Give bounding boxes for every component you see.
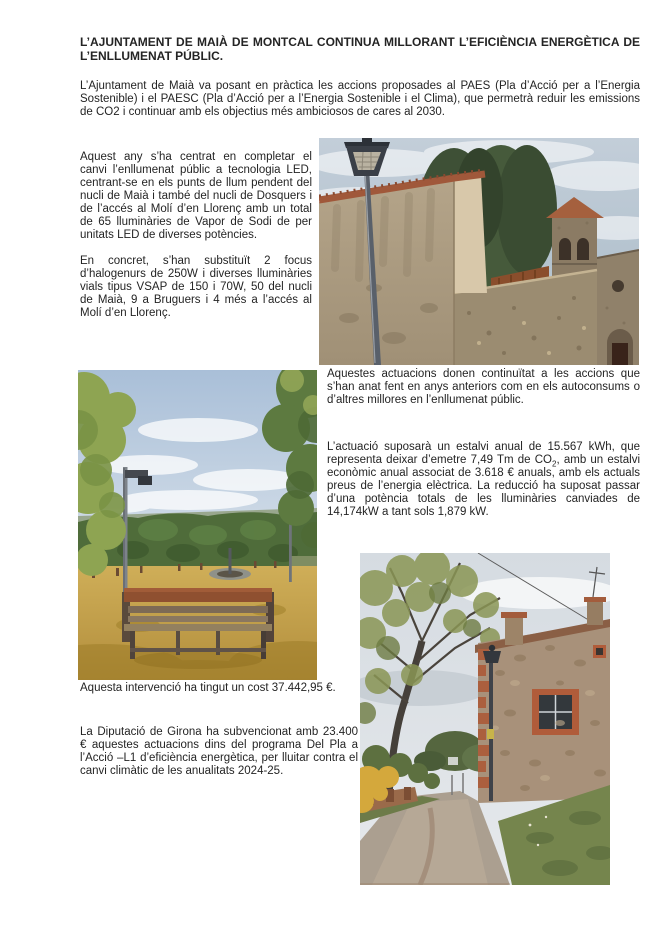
bench xyxy=(122,588,274,669)
window xyxy=(532,689,579,735)
left-column-paragraph-2: En concret, s’han substituït 2 focus d’halogenurs de 250W i diverses lluminàries vials tipus VSAP de 150 i 70W, 50 del nucli de Maià, 9 a Bruguers i 4 més a l’accés al Molí d’en Llorenç. xyxy=(80,255,312,319)
left-column-paragraph-1: Aquest any s’ha centrat en completar el canvi l’enllumenat públic a tecnologia LED, centrant-se en els punts de llum pendent del nucli de Maià i també del nucli de Dosquers i de l’accés al Molí d’en Llorenç amb un total de 65 lluminàries de Vapor de Sodi de per unitats LED de diverses potències. xyxy=(80,151,312,241)
co2-subscript: 2 xyxy=(552,459,557,469)
right-column-paragraph-2: L’actuació suposarà un estalvi anual de 15.567 kWh, que representa deixar d’emetre 7,49 Tm de $CO_2$, amb un estalvi econòmic anual associat de 3.618 € anuals, amb els actuals preus de l’energia elèctrica. La reducció ha suposat passar d’una potència totals de les lluminàries canviades de 14,174kW a tant sols 1,879 kW. xyxy=(327,441,640,518)
photo-park-bench xyxy=(78,370,317,680)
subsidy-paragraph: La Diputació de Girona ha subvencionat amb 23.400 € aquestes actuacions dins del programa Del Pla a l’Acció –L1 d’eficiència energètica, per lluitar contra el canvi climàtic de les anualitats 2024-25. xyxy=(80,726,358,777)
article-title: L’AJUNTAMENT DE MAIÀ DE MONTCAL CONTINUA MILLORANT L’EFICIÈNCIA ENERGÈTICA DE L’ENLLUMENAT PÚBLIC. xyxy=(80,35,640,63)
photo-street-lamp-church xyxy=(319,138,639,365)
right-text-column xyxy=(327,368,640,519)
cost-paragraph: Aquesta intervenció ha tingut un cost 37.442,95 €. xyxy=(80,682,336,694)
photo-rural-road xyxy=(360,553,610,885)
left-text-column xyxy=(80,151,312,320)
intro-paragraph: L’Ajuntament de Maià va posant en pràctica les accions proposades al PAES (Pla d’Acció per a l’Energia Sostenible) i el PAESC (Pla d’Acció per a l’Energia Sostenible i el Clima), que permetrà reduir les emissions de CO2 i continuar amb els objectius més ambiciosos de cares al 2030. xyxy=(80,80,640,118)
right-column-paragraph-1: Aquestes actuacions donen continuïtat a les accions que s’han anat fent en anys anteriors com en els autoconsums o d’altres millores en l’enllumenat públic. xyxy=(327,368,640,406)
